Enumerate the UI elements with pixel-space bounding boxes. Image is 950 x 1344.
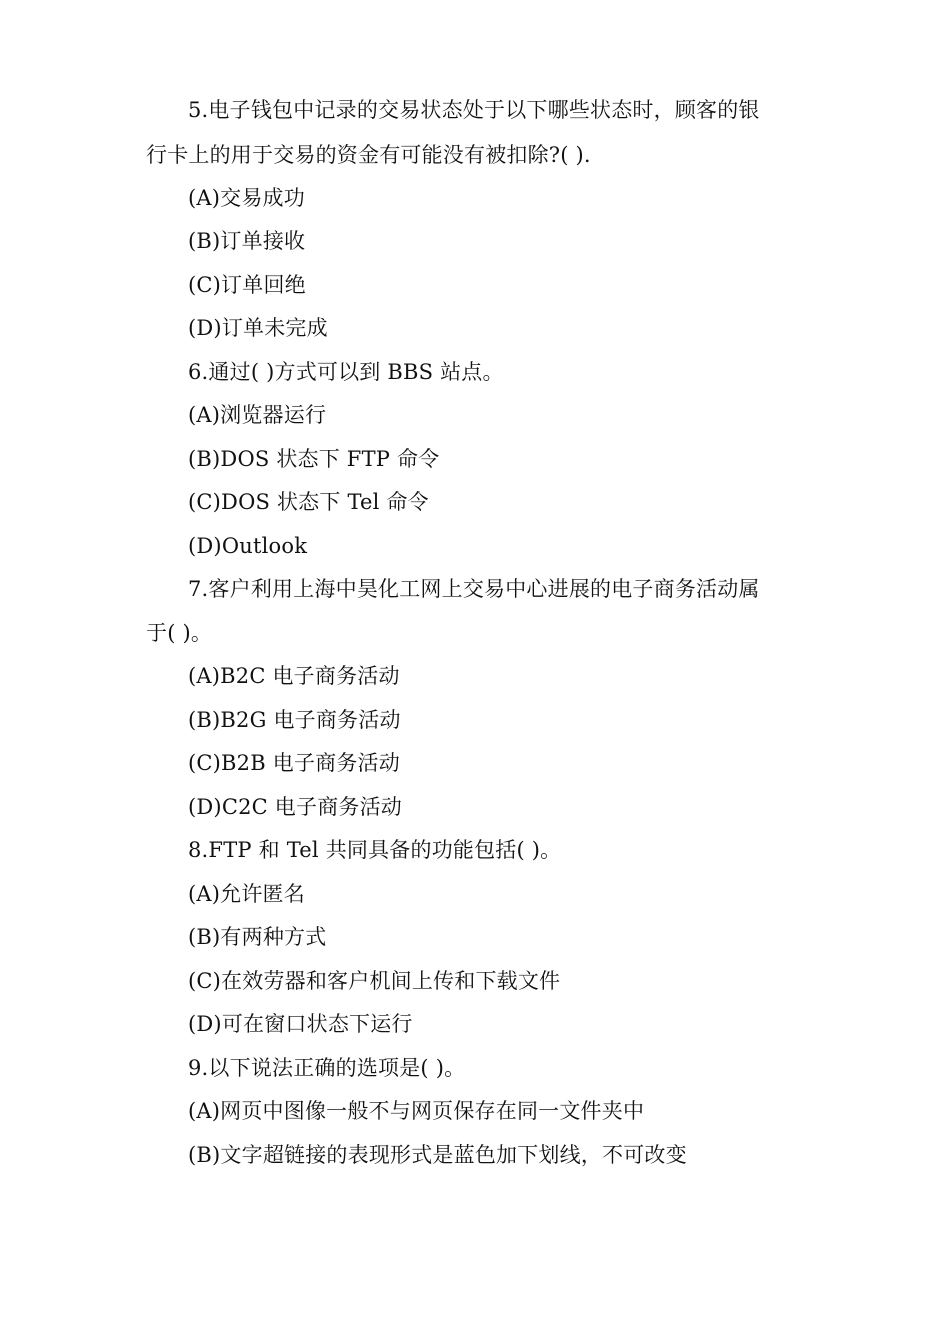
question-8-option-a: (A)允许匿名 [188,882,305,906]
question-5-option-b: (B)订单接收 [188,229,306,253]
question-7-option-c: (C)B2B 电子商务活动 [188,751,400,775]
question-6-stem: 6.通过( )方式可以到 BBS 站点。 [188,360,504,384]
question-7-stem: 7.客户利用上海中昊化工网上交易中心进展的电子商务活动属 [188,577,760,601]
question-5-option-a: (A)交易成功 [188,186,305,210]
question-6-option-d: (D)Outlook [188,534,308,558]
question-8-stem: 8.FTP 和 Tel 共同具备的功能包括( )。 [188,838,562,862]
question-6-option-a: (A)浏览器运行 [188,403,327,427]
question-5-stem-continued: 行卡上的用于交易的资金有可能没有被扣除?( ). [146,143,591,167]
question-6-option-c: (C)DOS 状态下 Tel 命令 [188,490,429,514]
question-8-option-b: (B)有两种方式 [188,925,327,949]
question-5-option-c: (C)订单回绝 [188,273,306,297]
question-9-option-b: (B)文字超链接的表现形式是蓝色加下划线，不可改变 [188,1143,687,1167]
question-8-option-d: (D)可在窗口状态下运行 [188,1012,413,1036]
question-7-stem-continued: 于( )。 [146,621,213,645]
question-7-option-a: (A)B2C 电子商务活动 [188,664,400,688]
question-5-option-d: (D)订单未完成 [188,316,328,340]
question-9-option-a: (A)网页中图像一般不与网页保存在同一文件夹中 [188,1099,645,1123]
question-6-option-b: (B)DOS 状态下 FTP 命令 [188,447,440,471]
question-7-option-b: (B)B2G 电子商务活动 [188,708,401,732]
question-9-stem: 9.以下说法正确的选项是( )。 [188,1056,466,1080]
question-7-option-d: (D)C2C 电子商务活动 [188,795,402,819]
question-5-stem: 5.电子钱包中记录的交易状态处于以下哪些状态时，顾客的银 [188,98,760,122]
question-8-option-c: (C)在效劳器和客户机间上传和下载文件 [188,969,561,993]
